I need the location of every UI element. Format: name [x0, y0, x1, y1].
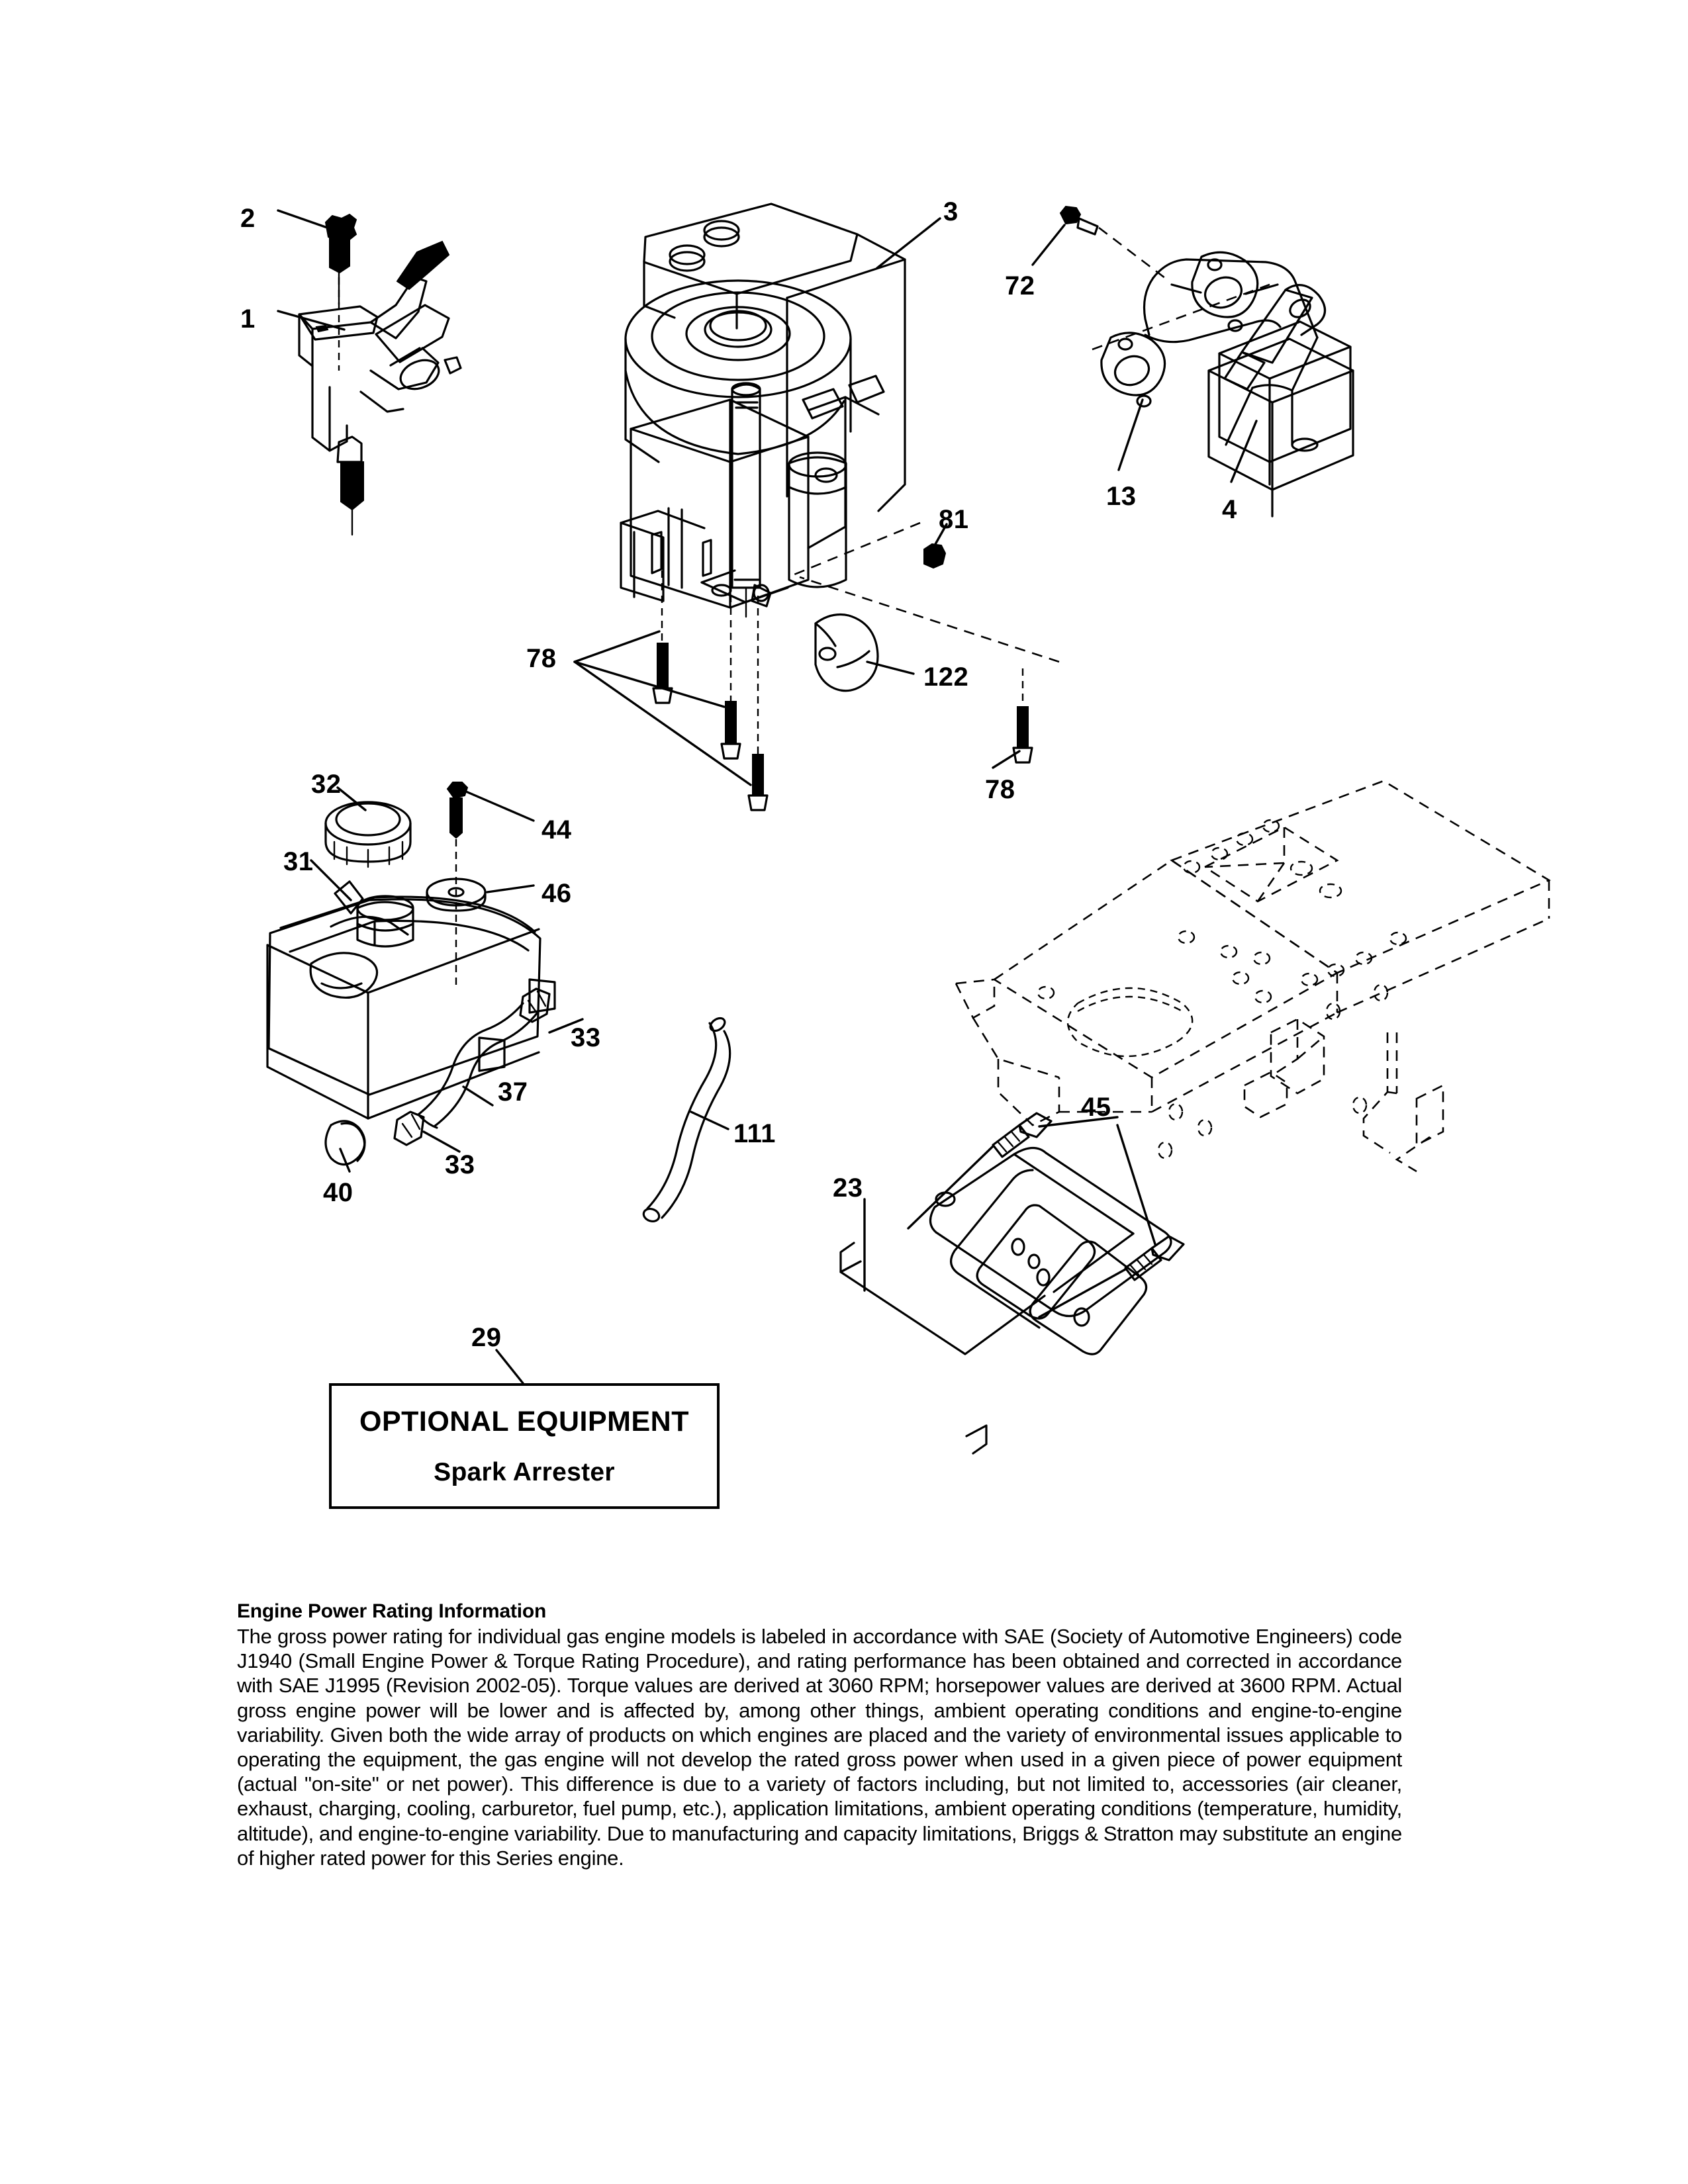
- callout-2: 2: [240, 204, 256, 233]
- rating-heading: Engine Power Rating Information: [237, 1600, 547, 1622]
- callout-111: 111: [733, 1119, 776, 1148]
- callout-3: 3: [943, 197, 959, 226]
- engine-assembly: [621, 204, 1059, 662]
- callout-45: 45: [1081, 1093, 1111, 1122]
- callout-37: 37: [498, 1077, 528, 1107]
- callout-33-upper: 33: [571, 1023, 601, 1052]
- callout-72: 72: [1005, 271, 1035, 300]
- rating-body: The gross power rating for individual gas engine models is labeled in accordance with SAE (Society of Automotive Engineers) code J1940 (Small Engine Power & Torque Rating Procedure), and rating performance has been obtained and corrected in accordance with SAE J1995 (Revision 2002-05). Torque values are derived at 3060 RPM; horsepower values are derived at 3600 RPM. Actual gross engine power will be lower and is affected by, among other things, ambient operating conditions and engine-to-engine variability. Given both the wide array of products on which engines are placed and the variety of environmental issues applicable to operating the equipment, the gas engine will not develop the rated gross power when used in a given piece of power equipment (actual "on-site" or net power). This difference is due to a variety of factors including, but not limited to, accessories (air cleaner, exhaust, charging, cooling, carburetor, fuel pump, etc.), application limitations, ambient operating conditions (temperature, humidity, altitude), and engine-to-engine variability. Due to manufacturing and capacity limitations, Briggs & Stratton may substitute an engine of higher rated power for this Series engine.: [237, 1625, 1402, 1870]
- throttle-control-assembly: [278, 210, 461, 535]
- engine-guard-bracket: [841, 1113, 1184, 1453]
- optional-equipment-title: OPTIONAL EQUIPMENT: [359, 1405, 689, 1437]
- engine-power-rating-note: [237, 1600, 1402, 1870]
- callout-13: 13: [1106, 482, 1137, 511]
- callout-1: 1: [240, 304, 256, 334]
- heat-deflector: [816, 615, 914, 691]
- callout-78-right: 78: [985, 775, 1015, 804]
- callout-81: 81: [939, 505, 969, 534]
- callout-23: 23: [833, 1173, 863, 1203]
- fuel-tank-assembly: [267, 782, 555, 1118]
- callout-78-left: 78: [526, 644, 557, 673]
- leader-29: [496, 1350, 523, 1383]
- optional-equipment-box: [329, 1383, 720, 1509]
- callout-122: 122: [923, 662, 969, 692]
- callout-46: 46: [541, 879, 572, 908]
- callout-40: 40: [323, 1178, 353, 1207]
- callout-29: 29: [471, 1323, 502, 1352]
- callout-44: 44: [541, 815, 572, 844]
- chassis-deck: [956, 781, 1549, 1171]
- optional-equipment-subtitle: Spark Arrester: [434, 1457, 615, 1486]
- muffler-assembly: [1033, 206, 1353, 516]
- callout-31: 31: [283, 847, 314, 876]
- callout-32: 32: [311, 770, 342, 799]
- callout-4: 4: [1222, 495, 1237, 524]
- callout-33-lower: 33: [445, 1150, 475, 1179]
